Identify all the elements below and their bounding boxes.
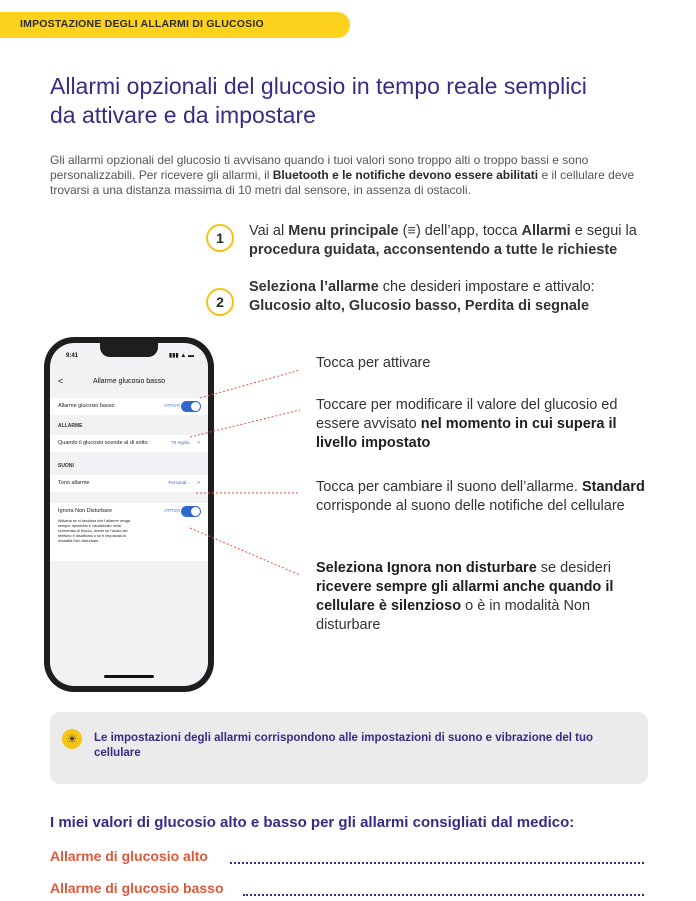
lightbulb-icon: ☀ (62, 729, 82, 749)
step-1-b3: procedura guidata, acconsentendo a tutte le richieste (249, 242, 618, 258)
phone-screen-title: Allarme glucosio basso (93, 378, 165, 385)
section-suoni: SUONI (58, 463, 74, 469)
values-title: I miei valori di glucosio alto e basso per gli allarmi consigliati dal medico: (50, 814, 575, 831)
note-2-bold: nel momento in cui supera il livello impostato (316, 416, 617, 451)
high-alarm-field[interactable] (230, 862, 644, 864)
chevron-right-icon: > (197, 440, 200, 446)
tip-box (50, 712, 648, 784)
note-activate (316, 354, 646, 373)
banner-label: IMPOSTAZIONE DEGLI ALLARMI DI GLUCOSIO (20, 18, 264, 30)
step-1-t1: Vai al (249, 223, 289, 239)
title-line-2: da attivare e da impostare (50, 102, 316, 128)
note-dnd (316, 559, 646, 635)
alarm-toggle-label: Allarme glucosio basso (58, 403, 115, 409)
back-chevron-icon[interactable]: < (58, 376, 64, 386)
step-1-number: 1 (206, 224, 234, 252)
note-threshold (316, 396, 646, 453)
intro-bold-1: Bluetooth e le notifiche devono essere abilitati (272, 168, 539, 182)
threshold-value: 70 mg/dL (171, 440, 190, 445)
step-1-t3: e segui la (570, 223, 637, 239)
dnd-label: Ignora Non Disturbare (58, 508, 113, 514)
note-4-text-2: o è in modalità Non disturbare (316, 598, 591, 633)
connector-line-1 (200, 370, 300, 398)
note-1-text: Tocca per attivare (316, 355, 431, 371)
intro-text-1: Gli allarmi opzionali del glucosio ti avvisano quando i tuoi valori sono troppo alti o troppo bassi e sono personalizzabili. Per ricevere gli allarmi, il (50, 153, 589, 182)
chevron-right-icon: > (197, 480, 200, 486)
step-2-number: 2 (206, 288, 234, 316)
note-tone (316, 478, 646, 516)
low-alarm-field[interactable] (243, 894, 644, 896)
title-line-1: Allarmi opzionali del glucosio in tempo reale semplici (50, 73, 587, 99)
dnd-description: Attivarla se si desidera che l’allarme venga sempre riprodotto e visualizzato nella schermata di blocco, anche se l’audio del telefono è disattivato o se è impostata la modalità Non disturbare. (58, 519, 130, 543)
step-1-b1: Menu principale (288, 223, 399, 239)
threshold-label: Quando il glucosio scende al di sotto (58, 440, 148, 446)
step-2-b1: Seleziona l’allarme (249, 279, 379, 295)
connector-line-2 (190, 410, 300, 437)
tone-label: Tono allarme (58, 480, 90, 486)
step-2-t1: che desideri impostare e attivalo: (378, 279, 595, 295)
connector-line-4 (190, 528, 300, 575)
alarm-state-label: ATTIVO (164, 403, 180, 408)
step-1-b2: Allarmi (521, 223, 571, 239)
step-1-t2: (≡) dell’app, tocca (398, 223, 522, 239)
note-3-text-1: Tocca per cambiare il suono dell’allarme. (316, 479, 582, 495)
high-alarm-label: Allarme di glucosio alto (50, 848, 208, 864)
note-4-bold-1: Seleziona Ignora non disturbare (316, 560, 537, 576)
low-alarm-label: Allarme di glucosio basso (50, 880, 224, 896)
section-allarme: ALLARME (58, 423, 83, 429)
tip-text: Le impostazioni degli allarmi corrispondono alle impostazioni di suono e vibrazione del tuo cellulare (94, 732, 594, 759)
dnd-state-label: ATTIVO (164, 508, 180, 513)
tone-value: Personal... (168, 480, 190, 485)
note-4-text-1: se desideri (536, 560, 611, 576)
status-icons: ▮▮▮ ▲ ▬ (168, 353, 194, 359)
step-2-b2: Glucosio alto, Glucosio basso, Perdita di segnale (249, 298, 590, 314)
status-time: 9:41 (66, 353, 79, 359)
note-2-text: Toccare per modificare il valore del glucosio ed essere avvisato (316, 397, 618, 432)
note-3-text-2: corrisponde al suono delle notifiche del cellulare (316, 498, 625, 514)
note-4-bold-2: ricevere sempre gli allarmi anche quando il cellulare è silenzioso (316, 579, 614, 614)
note-3-bold: Standard (581, 479, 645, 495)
intro-text-2: e il cellulare deve trovarsi a una distanza massima di 10 metri dal sensore, in assenza di ostacoli. (50, 168, 635, 197)
